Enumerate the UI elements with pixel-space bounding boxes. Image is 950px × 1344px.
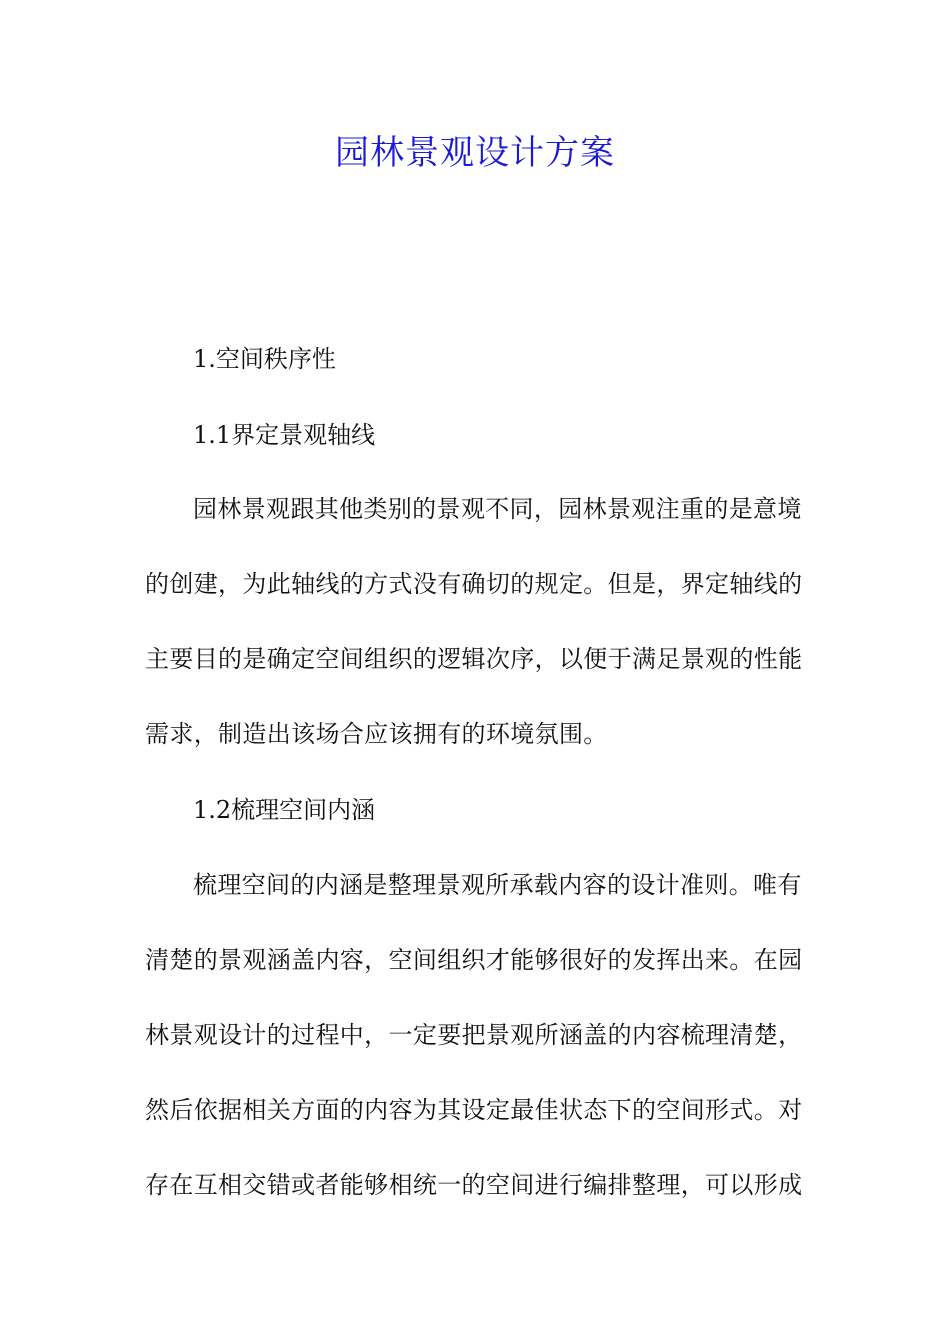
- section-heading-1-2: 1.2梳理空间内涵: [193, 796, 376, 824]
- paragraph-line: 存在互相交错或者能够相统一的空间进行编排整理，可以形成: [145, 1171, 803, 1199]
- section-heading-1-1: 1.1界定景观轴线: [193, 421, 376, 449]
- paragraph-line: 梳理空间的内涵是整理景观所承载内容的设计准则。唯有: [193, 871, 802, 899]
- paragraph-landscape-axis: [145, 493, 810, 750]
- section-heading-1: 1.空间秩序性: [193, 345, 336, 373]
- paragraph-line: 需求，制造出该场合应该拥有的环境氛围。: [145, 720, 608, 748]
- paragraph-space-connotation: [145, 869, 810, 1201]
- paragraph-line: 清楚的景观涵盖内容，空间组织才能够很好的发挥出来。在园: [145, 946, 803, 974]
- paragraph-line: 然后依据相关方面的内容为其设定最佳状态下的空间形式。对: [145, 1096, 803, 1124]
- paragraph-line: 林景观设计的过程中，一定要把景观所涵盖的内容梳理清楚，: [145, 1021, 803, 1049]
- paragraph-line: 主要目的是确定空间组织的逻辑次序，以便于满足景观的性能: [145, 645, 803, 673]
- paragraph-line: 园林景观跟其他类别的景观不同，园林景观注重的是意境: [193, 495, 802, 523]
- document-title: 园林景观设计方案: [335, 133, 615, 173]
- paragraph-line: 的创建，为此轴线的方式没有确切的规定。但是，界定轴线的: [145, 570, 803, 598]
